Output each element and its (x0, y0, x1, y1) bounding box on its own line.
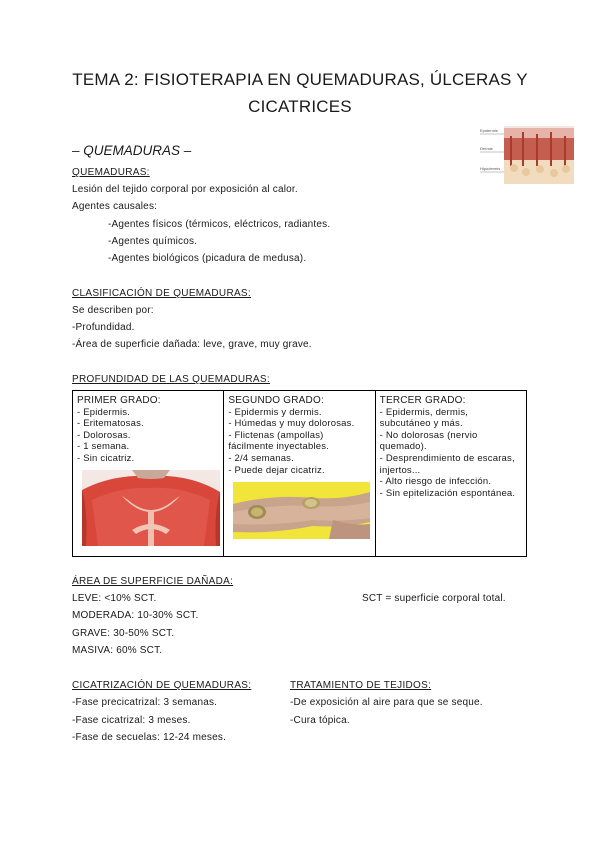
segundo-grado-title: SEGUNDO GRADO: (228, 395, 324, 406)
tercer-grado-item: - Alto riesgo de infección. (379, 476, 492, 488)
section-heading: – QUEMADURAS – (72, 143, 192, 158)
tercer-grado-item: - Desprendimiento de escaras, (379, 452, 515, 464)
area-heading: ÁREA DE SUPERFICIE DAÑADA: (72, 576, 234, 587)
segundo-grado-item: - Puede dejar cicatriz. (228, 464, 325, 476)
tercer-grado-item: - No dolorosas (nervio (379, 429, 478, 441)
primer-grado-item: - Epidermis. (77, 406, 131, 418)
page-title-line-2: CICATRICES (248, 97, 352, 116)
agente-item: -Agentes químicos. (108, 236, 198, 247)
cicatrizacion-heading: CICATRIZACIÓN DE QUEMADURAS: (72, 680, 252, 691)
segundo-grado-item: - Flictenas (ampollas) (228, 429, 324, 441)
sct-note: SCT = superficie corporal total. (362, 593, 506, 604)
area-item: MODERADA: 10-30% SCT. (72, 610, 199, 621)
segundo-grado-item: - Epidermis y dermis. (228, 406, 322, 418)
tercer-grado-title: TERCER GRADO: (379, 395, 466, 406)
area-item: GRAVE: 30-50% SCT. (72, 628, 175, 639)
quemaduras-heading: QUEMADURAS: (72, 167, 150, 178)
tercer-grado-item: subcutáneo y más. (379, 418, 463, 430)
primer-grado-title: PRIMER GRADO: (77, 395, 161, 406)
skin-layers-diagram (478, 126, 574, 184)
profundidad-heading: PROFUNDIDAD DE LAS QUEMADURAS: (72, 374, 270, 385)
area-item: MASIVA: 60% SCT. (72, 645, 163, 656)
agentes-label: Agentes causales: (72, 201, 158, 212)
tercer-grado-item: - Epidermis, dermis, (379, 406, 469, 418)
clasificacion-item: -Profundidad. (72, 322, 135, 333)
skin-label-dermis: Dermis (480, 146, 493, 151)
clasificacion-heading: CLASIFICACIÓN DE QUEMADURAS: (72, 288, 251, 299)
skin-label-hipodermis: Hipodermis (480, 166, 501, 171)
quemaduras-definition: Lesión del tejido corporal por exposición al calor. (72, 184, 298, 195)
tratamiento-heading: TRATAMIENTO DE TEJIDOS: (290, 680, 432, 691)
primer-grado-item: - Eritematosas. (77, 418, 144, 430)
first-degree-burn-photo (82, 470, 220, 546)
primer-grado-item: - 1 semana. (77, 441, 130, 453)
tratamiento-item: -Cura tópica. (290, 715, 350, 726)
skin-label-epidermis: Epidermis (480, 128, 498, 133)
area-item: LEVE: <10% SCT. (72, 593, 157, 604)
segundo-grado-item: - 2/4 semanas. (228, 452, 294, 464)
second-degree-burn-photo (233, 482, 370, 539)
tercer-grado-item: quemado). (379, 441, 427, 453)
primer-grado-item: - Sin cicatriz. (77, 452, 135, 464)
tercer-grado-cell (375, 391, 526, 557)
cicatrizacion-item: -Fase de secuelas: 12-24 meses. (72, 732, 227, 743)
page-title-line-1: TEMA 2: FISIOTERAPIA EN QUEMADURAS, ÚLCERAS Y (72, 70, 528, 89)
agente-item: -Agentes biológicos (picadura de medusa). (108, 253, 307, 264)
clasificacion-item: -Área de superficie dañada: leve, grave, muy grave. (72, 339, 312, 350)
segundo-grado-item: fácilmente inyectables. (228, 441, 330, 453)
cicatrizacion-item: -Fase cicatrizal: 3 meses. (72, 715, 191, 726)
primer-grado-item: - Dolorosas. (77, 429, 131, 441)
segundo-grado-item: - Húmedas y muy dolorosas. (228, 418, 355, 430)
clasificacion-intro: Se describen por: (72, 305, 154, 316)
tratamiento-item: -De exposición al aire para que se seque. (290, 697, 483, 708)
cicatrizacion-item: -Fase precicatrizal: 3 semanas. (72, 697, 218, 708)
tercer-grado-item: injertos... (379, 464, 421, 476)
tercer-grado-item: - Sin epitelización espontánea. (379, 487, 516, 499)
agente-item: -Agentes físicos (térmicos, eléctricos, radiantes. (108, 219, 331, 230)
